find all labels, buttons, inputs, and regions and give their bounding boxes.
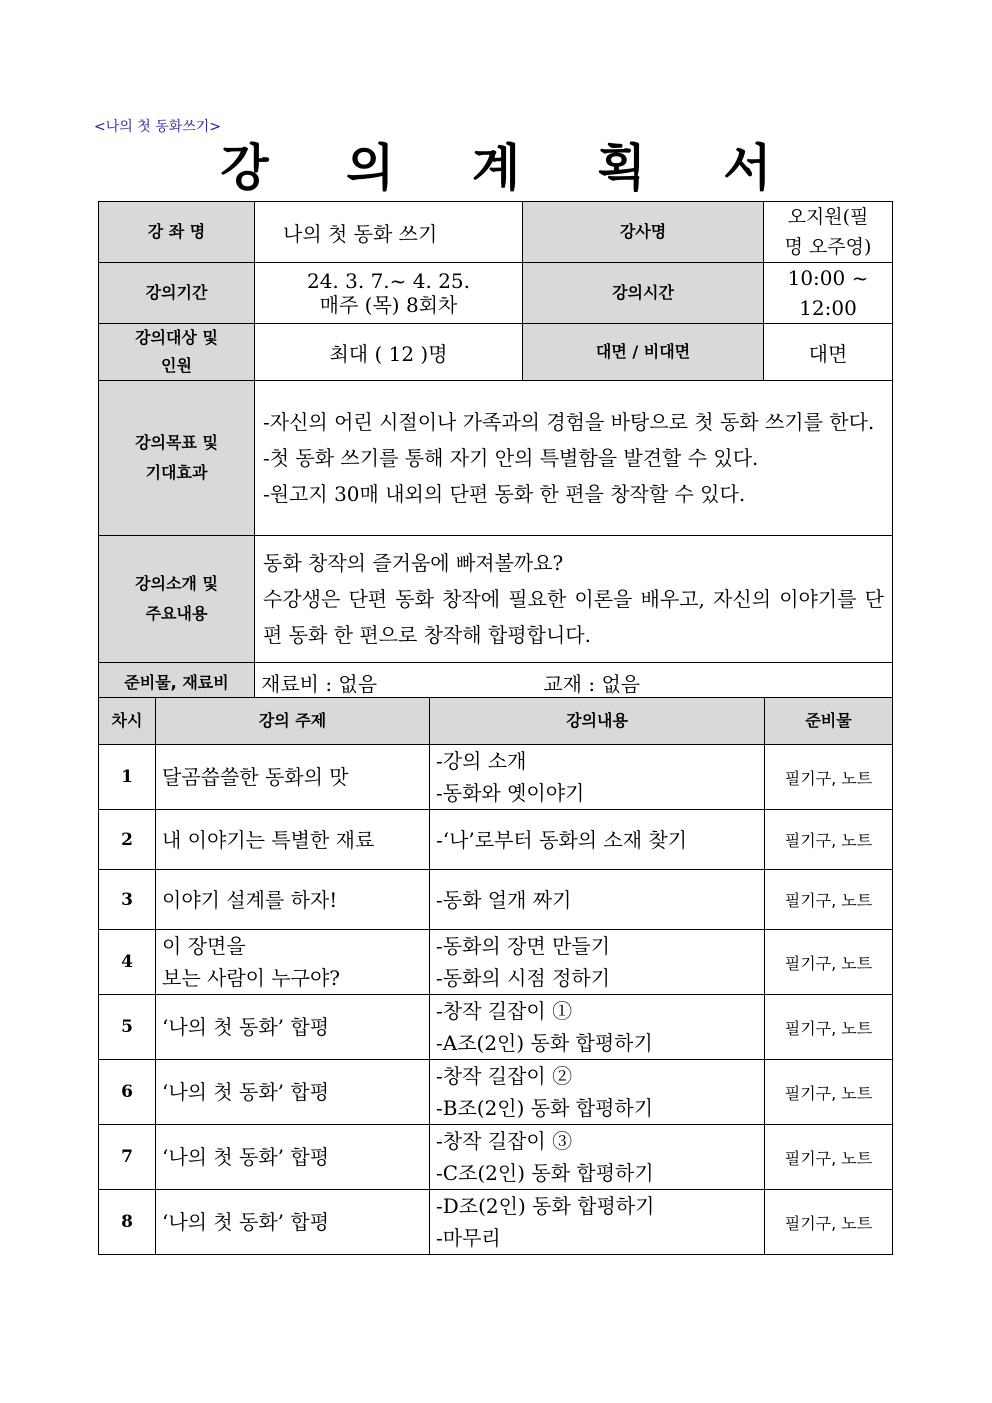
session-topic-line: 내 이야기는 특별한 재료 xyxy=(162,827,375,852)
intro-line-1: 동화 창작의 즐거움에 빠져볼까요? xyxy=(263,551,564,575)
target-label-line-1: 강의대상 및 xyxy=(135,328,218,347)
session-number xyxy=(99,995,156,1060)
session-content-line: -강의 소개 xyxy=(436,749,527,773)
session-content-line: -동화 얼개 짜기 xyxy=(436,887,572,912)
target-label xyxy=(99,324,255,381)
session-row xyxy=(99,1060,893,1125)
course-info-table xyxy=(98,201,893,703)
goal-item: -자신의 어린 시절이나 가족과의 경험을 바탕으로 첫 동화 쓰기를 한다. xyxy=(263,410,875,434)
instructor-label: 강사명 xyxy=(523,202,764,263)
time-label: 강의시간 xyxy=(523,263,764,324)
session-content-line: -창작 길잡이 ① xyxy=(436,999,573,1023)
session-materials xyxy=(765,1190,893,1255)
session-row xyxy=(99,995,893,1060)
session-number-text: 6 xyxy=(121,1082,133,1102)
intro-label-line-2: 주요내용 xyxy=(145,604,208,623)
intro-line-2: 수강생은 단편 동화 창작에 필요한 이론을 배우고, 자신의 이야기를 단편 동화 한 편으로 창작해 합평합니다. xyxy=(263,587,884,647)
session-number xyxy=(99,1190,156,1255)
header-materials: 준비물 xyxy=(765,698,893,745)
session-number xyxy=(99,745,156,810)
header-content: 강의내용 xyxy=(430,698,765,745)
session-topic-line: ‘나의 첫 동화’ 합평 xyxy=(162,1145,330,1169)
session-content xyxy=(430,995,765,1060)
session-row xyxy=(99,1125,893,1190)
session-number xyxy=(99,870,156,930)
intro-label-line-1: 강의소개 및 xyxy=(135,574,218,593)
intro-label xyxy=(99,536,255,663)
intro-value xyxy=(255,536,893,663)
instructor-line-1: 오지원(필 xyxy=(787,206,869,228)
target-label-line-2: 인원 xyxy=(161,356,192,375)
session-content-line: -B조(2인) 동화 합평하기 xyxy=(436,1096,654,1120)
session-content xyxy=(430,870,765,930)
session-number-text: 7 xyxy=(121,1147,133,1167)
goal-item: -원고지 30매 내외의 단편 동화 한 편을 창작할 수 있다. xyxy=(263,482,746,506)
session-topic xyxy=(156,745,430,810)
session-content-line: -A조(2인) 동화 합평하기 xyxy=(436,1031,653,1055)
session-materials xyxy=(765,745,893,810)
course-name-value: 나의 첫 동화 쓰기 xyxy=(255,202,523,263)
session-materials xyxy=(765,810,893,870)
session-topic xyxy=(156,930,430,995)
header-num: 차시 xyxy=(99,698,156,745)
row-intro xyxy=(99,536,893,663)
target-value: 최대 ( 12 )명 xyxy=(255,324,523,381)
document-tag: <나의 첫 동화쓰기> xyxy=(94,119,222,135)
goals-label-line-1: 강의목표 및 xyxy=(135,433,218,452)
session-content xyxy=(430,1125,765,1190)
session-materials-text: 필기구, 노트 xyxy=(784,1018,873,1038)
session-row xyxy=(99,870,893,930)
session-row xyxy=(99,745,893,810)
session-content-line: -C조(2인) 동화 합평하기 xyxy=(436,1161,654,1185)
session-number-text: 1 xyxy=(121,767,133,787)
session-number xyxy=(99,930,156,995)
session-content-line: -동화의 장면 만들기 xyxy=(436,934,611,958)
session-content-line: -창작 길잡이 ③ xyxy=(436,1129,573,1153)
goal-item: -첫 동화 쓰기를 통해 자기 안의 특별함을 발견할 수 있다. xyxy=(263,446,759,470)
row-period xyxy=(99,263,893,324)
session-number xyxy=(99,1125,156,1190)
session-number-text: 2 xyxy=(121,829,133,850)
session-number xyxy=(99,810,156,870)
session-content xyxy=(430,1060,765,1125)
session-content-line: -창작 길잡이 ② xyxy=(436,1064,573,1088)
session-row xyxy=(99,930,893,995)
session-header-row xyxy=(99,698,893,745)
course-name-label: 강 좌 명 xyxy=(99,202,255,263)
session-number-text: 8 xyxy=(121,1212,133,1232)
session-content xyxy=(430,810,765,870)
period-value xyxy=(255,263,523,324)
session-content-line: -마무리 xyxy=(436,1226,501,1250)
textbook-value: 교재 : 없음 xyxy=(543,672,641,696)
session-materials-text: 필기구, 노트 xyxy=(784,1148,873,1168)
header-topic: 강의 주제 xyxy=(156,698,430,745)
session-materials-text: 필기구, 노트 xyxy=(784,831,873,850)
session-content-line: -동화의 시점 정하기 xyxy=(436,966,611,990)
session-topic xyxy=(156,1125,430,1190)
session-row xyxy=(99,1190,893,1255)
goals-label-line-2: 기대효과 xyxy=(145,463,208,482)
session-materials-text: 필기구, 노트 xyxy=(784,1213,873,1233)
session-topic-line: 달곰씁쓸한 동화의 맛 xyxy=(162,765,349,789)
instructor-value xyxy=(764,202,893,263)
session-table xyxy=(98,697,893,1255)
mode-label: 대면 / 비대면 xyxy=(523,324,764,381)
time-value xyxy=(764,263,893,324)
session-topic-line: ‘나의 첫 동화’ 합평 xyxy=(162,1080,330,1104)
time-line-1: 10:00 ~ xyxy=(787,266,869,290)
session-materials xyxy=(765,995,893,1060)
period-label: 강의기간 xyxy=(99,263,255,324)
session-topic-line: 이야기 설계를 하자! xyxy=(162,887,338,912)
session-content xyxy=(430,930,765,995)
session-topic xyxy=(156,995,430,1060)
session-topic xyxy=(156,810,430,870)
row-goals xyxy=(99,381,893,536)
session-row xyxy=(99,810,893,870)
row-target xyxy=(99,324,893,381)
session-content-line: -‘나’로부터 동화의 소재 찾기 xyxy=(436,827,688,852)
row-course-name xyxy=(99,202,893,263)
session-materials-text: 필기구, 노트 xyxy=(784,953,873,973)
session-topic-line: 보는 사람이 누구야? xyxy=(162,966,340,990)
mode-value: 대면 xyxy=(764,324,893,381)
instructor-line-2: 명 오주영) xyxy=(784,236,872,258)
session-content-line: -D조(2인) 동화 합평하기 xyxy=(436,1194,655,1218)
session-content xyxy=(430,745,765,810)
session-materials xyxy=(765,1125,893,1190)
session-materials-text: 필기구, 노트 xyxy=(784,1083,873,1103)
session-number-text: 3 xyxy=(121,889,133,910)
session-topic xyxy=(156,1060,430,1125)
session-topic xyxy=(156,1190,430,1255)
goals-value xyxy=(255,381,893,536)
session-content xyxy=(430,1190,765,1255)
session-materials-text: 필기구, 노트 xyxy=(784,768,873,788)
session-topic-line: ‘나의 첫 동화’ 합평 xyxy=(162,1210,330,1234)
goals-label xyxy=(99,381,255,536)
session-materials xyxy=(765,1060,893,1125)
session-topic xyxy=(156,870,430,930)
session-number xyxy=(99,1060,156,1125)
period-line-2: 매주 (목) 8회차 xyxy=(319,293,458,317)
session-materials-text: 필기구, 노트 xyxy=(784,891,873,910)
session-topic-line: ‘나의 첫 동화’ 합평 xyxy=(162,1015,330,1039)
time-line-2: 12:00 xyxy=(799,296,857,320)
session-number-text: 4 xyxy=(121,952,133,972)
session-topic-line: 이 장면을 xyxy=(162,934,246,958)
session-materials xyxy=(765,870,893,930)
fee-value: 재료비 : 없음 xyxy=(261,672,378,696)
session-number-text: 5 xyxy=(121,1017,133,1037)
period-line-1: 24. 3. 7.~ 4. 25. xyxy=(306,269,471,293)
materials-label: 준비물, 재료비 xyxy=(99,663,255,703)
session-materials xyxy=(765,930,893,995)
session-content-line: -동화와 옛이야기 xyxy=(436,781,585,805)
page-title: 강 의 계 획 서 xyxy=(220,139,802,197)
